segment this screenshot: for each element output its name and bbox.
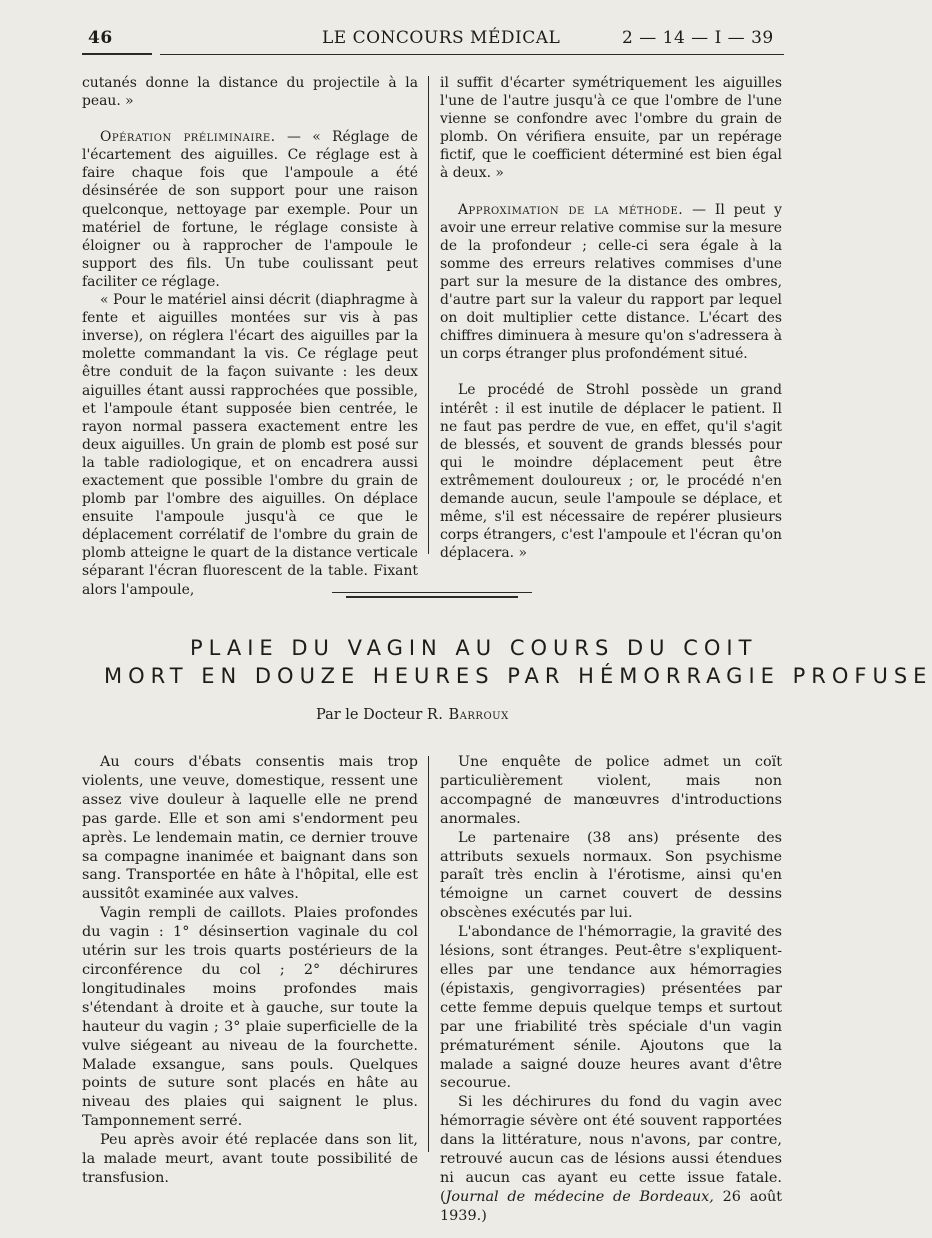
top-left-column — [82, 74, 418, 599]
paragraph: L'abondance de l'hémorragie, la gravité des lésions, sont étranges. Peut-être s'expliquent-elles par une tendance aux hémorragies (épistaxis, gengivorragies) présentées par cette femme depuis quelque temps et surtout par une friabilité très spéciale d'un vagin prématurément sénile. Ajoutons que la malade a saigné douze heures avant d'être secourue. — [440, 924, 782, 1092]
page-number: 46 — [88, 28, 113, 48]
section-heading: Opération préliminaire. — [100, 129, 276, 146]
section-heading: Approximation de la méthode. — [458, 201, 684, 218]
paragraph-text: Si les déchirures du fond du vagin avec hémorragie sévère ont été souvent rapportées dans la littérature, nous n'avons, par contre, retrouvé aucun cas de lésions aussi étendues ni aucun cas ayant eu cette issue fatale. ( — [440, 1094, 782, 1205]
paragraph — [440, 1093, 782, 1225]
paragraph: il suffit d'écarter symétriquement les aiguilles l'une de l'autre jusqu'à ce que l'ombre de l'une vienne se confondre avec l'ombre du grain de plomb. On vérifiera ensuite, par un repérage fictif, que le coefficient déterminé est bien égal à deux. » — [440, 75, 782, 182]
paragraph: Le procédé de Strohl possède un grand intérêt : il est inutile de déplacer le patient. Il ne faut pas perdre de vue, en effet, qu'il s'agit de blessés, et souvent de grands blessés pour qui le moindre déplacement peut être extrêmement douloureux ; or, le procédé n'en demande aucun, seule l'ampoule se déplace, et même, s'il est nécessaire de repérer plusieurs corps étrangers, c'est l'ampoule et l'écran qu'on déplacera. » — [440, 382, 782, 562]
section-separator — [332, 592, 532, 593]
issue-date: 2 — 14 — I — 39 — [622, 28, 774, 48]
bottom-left-column — [82, 753, 418, 1188]
article-title-line-1: PLAIE DU VAGIN AU COURS DU COIT — [190, 636, 758, 660]
paragraph — [82, 128, 418, 291]
byline-prefix: Par le Docteur — [316, 707, 423, 723]
paragraph: Peu après avoir été replacée dans son lit, la malade meurt, avant toute possibilité de transfusion. — [82, 1132, 418, 1186]
paragraph: cutanés donne la distance du projectile à la peau. » — [82, 75, 418, 110]
author-name: R. Barroux — [426, 707, 509, 723]
paragraph: Une enquête de police admet un coït particulièrement violent, mais non accompagné de manœuvres d'introductions anormales. — [440, 754, 782, 827]
paragraph: Le partenaire (38 ans) présente des attributs sexuels normaux. Son psychisme paraît très enclin à l'érotisme, ainsi qu'en témoigne un carnet couvert de dessins obscènes exécutés par lui. — [440, 829, 782, 922]
byline — [316, 707, 509, 723]
citation: Journal de médecine de Bordeaux, — [445, 1188, 714, 1205]
paragraph: Au cours d'ébats consentis mais trop violents, une veuve, domestique, ressent une assez vive douleur à laquelle elle ne prend pas garde. Elle et son ami s'endorment peu après. Le lendemain matin, ce dernier trouve sa compagne inanimée et baignant dans son sang. Transportée en hâte à l'hôpital, elle est aussitôt examinée aux valves. — [82, 754, 418, 903]
paragraph-text: — « Réglage de l'écartement des aiguilles. Ce réglage est à faire chaque fois que l'ampoule a été désinsérée de son support pour une raison quelconque, nettoyage par exemple. Pour un matériel de fortune, le réglage consiste à éloigner ou à rapprocher de l'ampoule le support des fils. Un tube coulissant peut faciliter ce réglage. — [82, 129, 418, 290]
paragraph — [440, 201, 782, 364]
bottom-right-column — [440, 753, 782, 1226]
column-divider — [428, 76, 429, 554]
top-right-column — [440, 74, 782, 562]
article-title-line-2: MORT EN DOUZE HEURES PAR HÉMORRAGIE PROFUSE — [104, 664, 932, 688]
paragraph: Vagin rempli de caillots. Plaies profondes du vagin : 1° désinsertion vaginale du col utérin sur les trois quarts postérieurs de la circonférence du col ; 2° déchirures longitudinales moins profondes mais s'étendant à droite et à gauche, sur toute la hauteur du vagin ; 3° plaie superficielle de la vulve siégeant au niveau de la fourchette. Malade exsangue, sans pouls. Quelques points de suture sont placés en hâte au niveau des plaies qui saignent le plus. Tamponnement serré. — [82, 905, 418, 1130]
column-divider — [428, 756, 429, 1152]
header-rule-left — [82, 53, 152, 55]
section-separator-thick — [346, 596, 518, 598]
citation-date: 26 août 1939.) — [440, 1188, 782, 1224]
header-rule — [160, 54, 784, 55]
paragraph-text: — Il peut y avoir une erreur relative commise sur la mesure de la profondeur ; celle-ci sera égale à la somme des erreurs relatives commises d'une part sur la mesure de la distance des ombres, d'autre part sur la valeur du rapport par lequel on doit multiplier cette distance. L'écart des chiffres diminuera à mesure qu'on s'adressera à un corps étranger plus profondément situé. — [440, 201, 782, 363]
paragraph: « Pour le matériel ainsi décrit (diaphragme à fente et aiguilles montées sur vis à pas inverse), on réglera l'écart des aiguilles par la molette commandant la vis. Ce réglage peut être conduit de la façon suivante : les deux aiguilles étant aussi rapprochées que possible, et l'ampoule étant supposée bien centrée, le rayon normal passera exactement entre les deux aiguilles. Un grain de plomb est posé sur la table radiologique, et on encadrera aussi exactement que possible l'ombre du grain de plomb par l'ombre des aiguilles. On déplace ensuite l'ampoule jusqu'à ce que le déplacement corrélatif de l'ombre du grain de plomb atteigne le quart de la distance verticale séparant l'écran fluorescent de la table. Fixant alors l'ampoule, — [82, 292, 418, 598]
journal-title: LE CONCOURS MÉDICAL — [322, 28, 561, 48]
